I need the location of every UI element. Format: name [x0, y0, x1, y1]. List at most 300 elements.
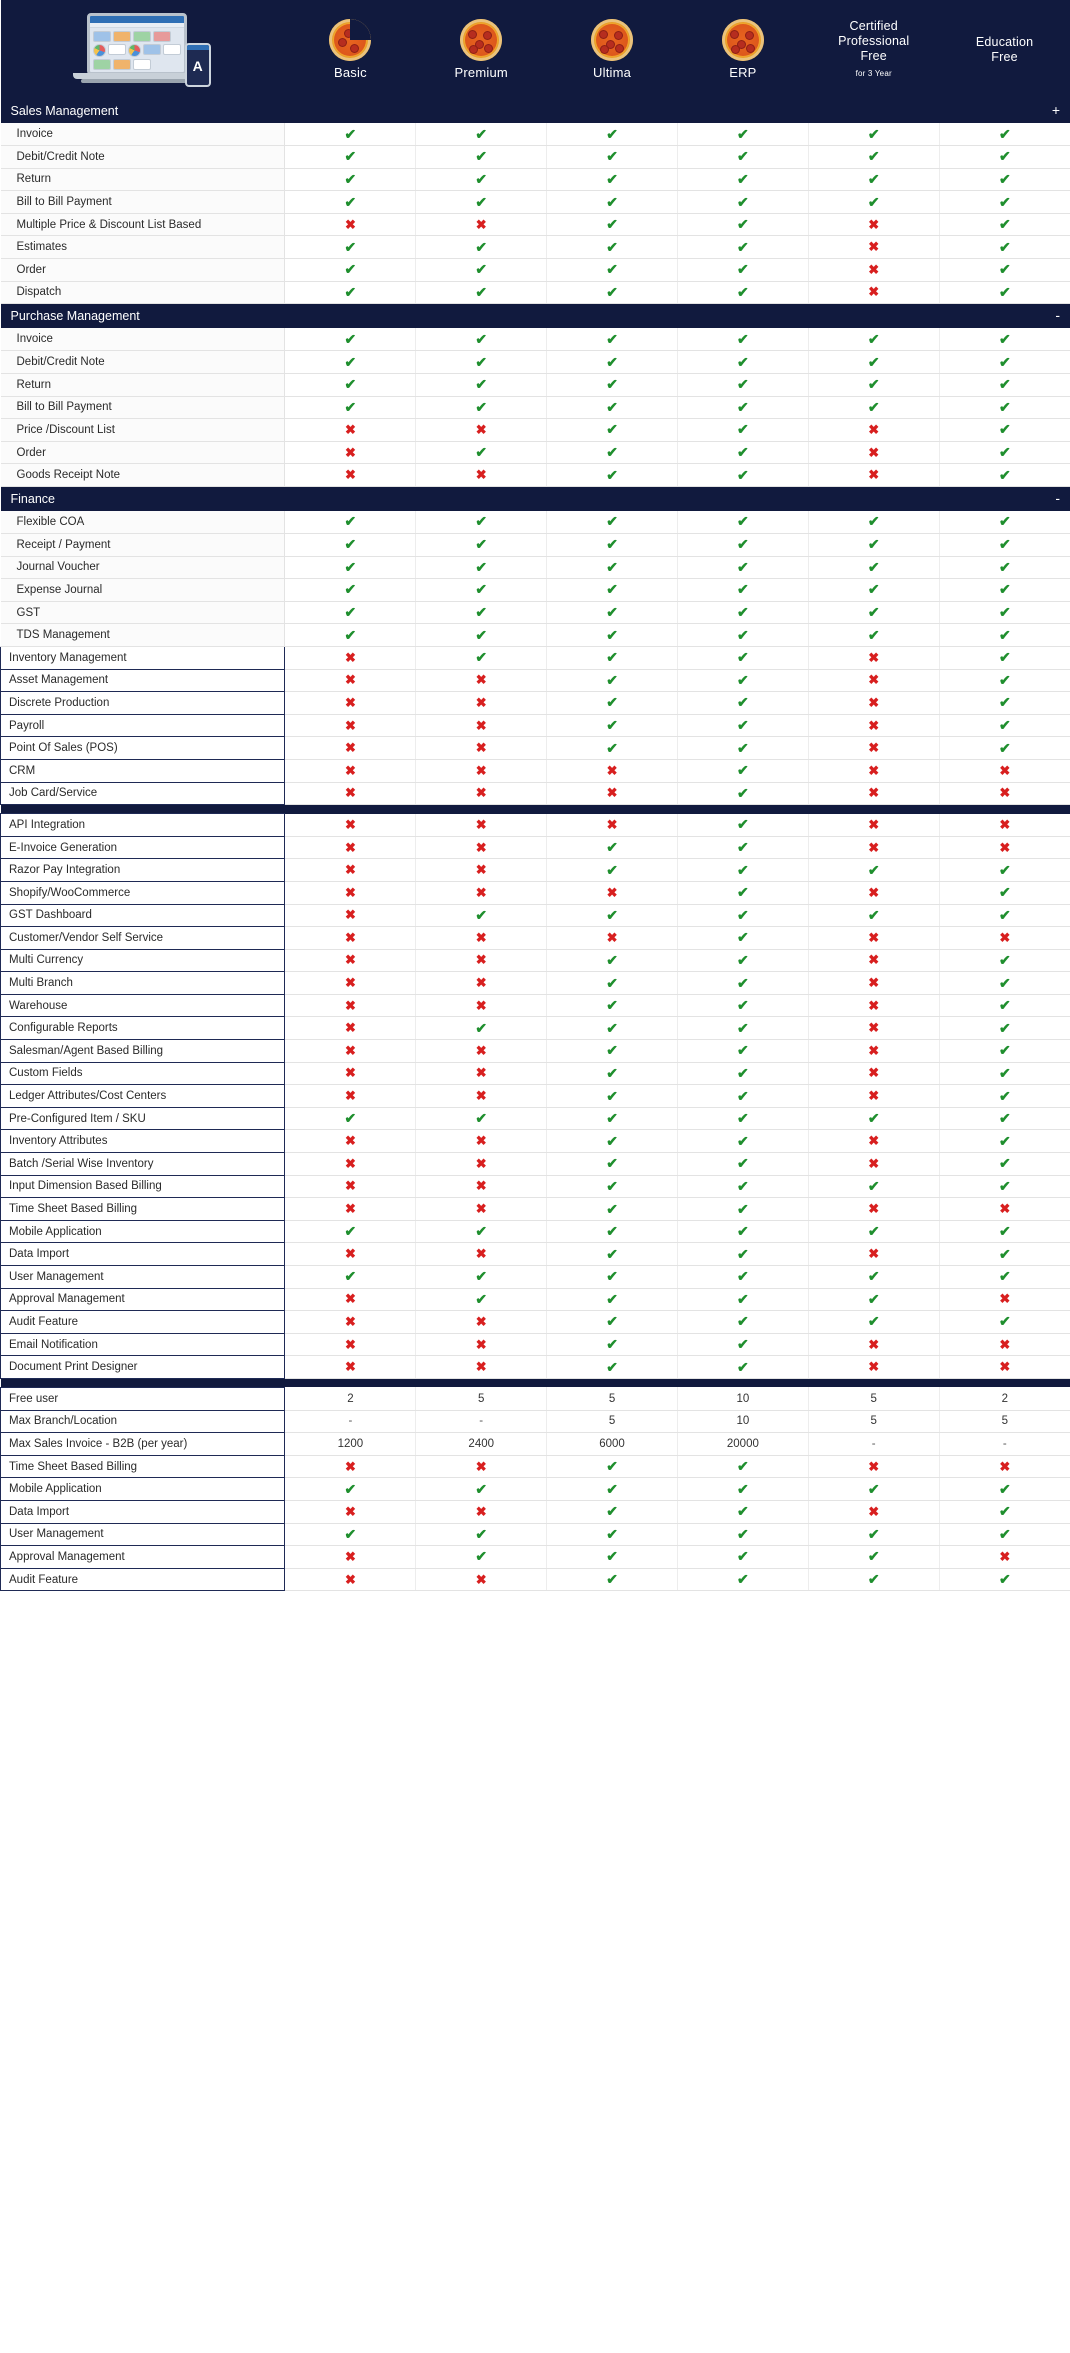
- plan-value-cell: [285, 1433, 416, 1456]
- plan-value-cell: [416, 669, 547, 692]
- cross-icon: ✖: [344, 740, 356, 756]
- section-header-finance[interactable]: [1, 486, 1070, 511]
- plan-value-cell: [808, 259, 939, 282]
- plan-value-cell: [547, 927, 678, 950]
- feature-label: Invoice: [1, 123, 285, 146]
- feature-label: Journal Voucher: [1, 556, 285, 579]
- plan-value-cell: [939, 123, 1070, 146]
- plan-value-cell: [285, 464, 416, 487]
- check-icon: ✔: [998, 671, 1011, 688]
- plan-value-cell: [677, 351, 808, 374]
- check-icon: ✔: [737, 1087, 749, 1104]
- plan-value-cell: [547, 351, 678, 374]
- feature-label: Invoice: [1, 328, 285, 351]
- feature-row: [1, 1085, 1070, 1108]
- plan-value-text: -: [479, 1415, 484, 1428]
- check-icon: ✔: [867, 604, 880, 621]
- plan-value-cell: [677, 1333, 808, 1356]
- cross-icon: ✖: [475, 816, 487, 832]
- plan-value-cell: [939, 1311, 1070, 1334]
- plan-value-cell: [808, 1356, 939, 1379]
- cross-icon: ✖: [475, 1155, 487, 1171]
- plan-value-cell: [939, 351, 1070, 374]
- feature-label: Return: [1, 168, 285, 191]
- plan-value-cell: [285, 396, 416, 419]
- feature-row: [1, 464, 1070, 487]
- plan-value-cell: [808, 1500, 939, 1523]
- plan-value-cell: [939, 441, 1070, 464]
- plan-value-cell: [677, 904, 808, 927]
- plan-value-cell: [808, 1175, 939, 1198]
- check-icon: ✔: [998, 148, 1011, 165]
- feature-label: Job Card/Service: [1, 782, 285, 805]
- feature-label: Max Branch/Location: [1, 1410, 285, 1433]
- plan-value-cell: [808, 669, 939, 692]
- cross-icon: ✖: [344, 1065, 356, 1081]
- check-icon: ✔: [606, 906, 618, 923]
- cross-icon: ✖: [868, 1133, 880, 1149]
- cross-icon: ✖: [868, 929, 880, 945]
- plan-value-cell: [677, 1130, 808, 1153]
- plan-value-cell: [808, 419, 939, 442]
- feature-row: [1, 782, 1070, 805]
- cross-icon: ✖: [344, 1503, 356, 1519]
- plan-value-cell: [677, 669, 808, 692]
- plan-value-cell: [416, 534, 547, 557]
- feature-label: Discrete Production: [1, 692, 285, 715]
- check-icon: ✔: [867, 861, 880, 878]
- check-icon: ✔: [998, 626, 1011, 643]
- cross-icon: ✖: [475, 1246, 487, 1262]
- feature-label: Email Notification: [1, 1333, 285, 1356]
- check-icon: ✔: [737, 193, 749, 210]
- check-icon: ✔: [998, 238, 1011, 255]
- section-toggle-icon[interactable]: +: [1051, 102, 1060, 118]
- plan-value-cell: [677, 168, 808, 191]
- check-icon: ✔: [344, 353, 357, 370]
- check-icon: ✔: [606, 283, 618, 300]
- check-icon: ✔: [867, 353, 880, 370]
- laptop-screen-icon: [87, 13, 187, 75]
- check-icon: ✔: [475, 558, 488, 575]
- cross-icon: ✖: [868, 1359, 880, 1375]
- plan-value-cell: [547, 511, 678, 534]
- cross-icon: ✖: [344, 907, 356, 923]
- feature-label: E-Invoice Generation: [1, 836, 285, 859]
- cross-icon: ✖: [344, 672, 356, 688]
- check-icon: ✔: [998, 1268, 1011, 1285]
- plan-value-cell: [808, 1288, 939, 1311]
- plan-value-cell: [677, 714, 808, 737]
- check-icon: ✔: [737, 238, 749, 255]
- plan-value-cell: [939, 1523, 1070, 1546]
- plan-value-cell: [416, 1523, 547, 1546]
- plan-value-cell: [808, 1198, 939, 1221]
- cross-icon: ✖: [868, 1201, 880, 1217]
- plan-value-cell: [677, 579, 808, 602]
- plan-value-cell: [416, 123, 547, 146]
- plan-header-basic[interactable]: [285, 0, 416, 99]
- plan-value-text: 2: [347, 1392, 354, 1405]
- plan-value-cell: [939, 1356, 1070, 1379]
- check-icon: ✔: [737, 1571, 749, 1588]
- check-icon: ✔: [344, 536, 357, 553]
- plan-value-cell: [285, 1387, 416, 1410]
- plan-header-premium[interactable]: [416, 0, 547, 99]
- plan-value-cell: [416, 646, 547, 669]
- check-icon: ✔: [344, 558, 357, 575]
- check-icon: ✔: [737, 816, 749, 833]
- check-icon: ✔: [606, 536, 618, 553]
- check-icon: ✔: [344, 330, 357, 347]
- check-icon: ✔: [737, 929, 749, 946]
- plan-value-cell: [285, 646, 416, 669]
- plan-value-cell: [677, 1175, 808, 1198]
- feature-label: Salesman/Agent Based Billing: [1, 1040, 285, 1063]
- feature-label: Audit Feature: [1, 1568, 285, 1591]
- cross-icon: ✖: [868, 1246, 880, 1262]
- plan-value-cell: [808, 881, 939, 904]
- cross-icon: ✖: [344, 1313, 356, 1329]
- plan-value-cell: [285, 213, 416, 236]
- feature-label: Approval Management: [1, 1546, 285, 1569]
- plan-value-cell: [939, 994, 1070, 1017]
- check-icon: ✔: [475, 193, 488, 210]
- plan-value-cell: [939, 1478, 1070, 1501]
- plan-value-cell: [939, 1568, 1070, 1591]
- plan-value-cell: [939, 1455, 1070, 1478]
- check-icon: ✔: [737, 1200, 749, 1217]
- plan-value-cell: [547, 1311, 678, 1334]
- plan-value-cell: [677, 881, 808, 904]
- plan-value-cell: [547, 328, 678, 351]
- check-icon: ✔: [998, 739, 1011, 756]
- cross-icon: ✖: [344, 1548, 356, 1564]
- plan-value-cell: [285, 441, 416, 464]
- plan-value-cell: [416, 782, 547, 805]
- feature-label: Free user: [1, 1387, 285, 1410]
- section-title: Purchase Management: [10, 309, 140, 324]
- plan-value-text: 10: [736, 1392, 750, 1405]
- plan-value-cell: [939, 601, 1070, 624]
- plan-value-cell: [416, 714, 547, 737]
- plan-value-cell: [416, 1410, 547, 1433]
- feature-label: Time Sheet Based Billing: [1, 1455, 285, 1478]
- check-icon: ✔: [606, 694, 618, 711]
- plan-value-cell: [677, 972, 808, 995]
- plan-value-cell: [808, 213, 939, 236]
- check-icon: ✔: [867, 125, 880, 142]
- cross-icon: ✖: [999, 929, 1011, 945]
- feature-label: Mobile Application: [1, 1478, 285, 1501]
- plan-value-text: -: [348, 1415, 353, 1428]
- plan-value-cell: [808, 836, 939, 859]
- check-icon: ✔: [606, 1336, 618, 1353]
- check-icon: ✔: [998, 1087, 1011, 1104]
- cross-icon: ✖: [475, 1458, 487, 1474]
- plan-value-cell: [547, 396, 678, 419]
- plan-value-cell: [285, 927, 416, 950]
- feature-row: [1, 1478, 1070, 1501]
- plan-value-cell: [808, 1040, 939, 1063]
- check-icon: ✔: [867, 330, 880, 347]
- plan-value-cell: [416, 556, 547, 579]
- check-icon: ✔: [344, 1110, 357, 1127]
- check-icon: ✔: [737, 1503, 749, 1520]
- cross-icon: ✖: [868, 694, 880, 710]
- feature-label: User Management: [1, 1523, 285, 1546]
- check-icon: ✔: [737, 1480, 749, 1497]
- cross-icon: ✖: [868, 239, 880, 255]
- plan-value-cell: [547, 236, 678, 259]
- plan-value-cell: [677, 836, 808, 859]
- plan-value-cell: [808, 123, 939, 146]
- section-header-purchase-management[interactable]: [1, 304, 1070, 329]
- check-icon: ✔: [737, 1110, 749, 1127]
- plan-value-cell: [677, 1568, 808, 1591]
- check-icon: ✔: [606, 1458, 618, 1475]
- check-icon: ✔: [606, 1525, 618, 1542]
- check-icon: ✔: [998, 513, 1011, 530]
- plan-value-cell: [416, 511, 547, 534]
- plan-value-cell: [416, 351, 547, 374]
- feature-label: Payroll: [1, 714, 285, 737]
- check-icon: ✔: [867, 513, 880, 530]
- check-icon: ✔: [475, 626, 488, 643]
- check-icon: ✔: [867, 1223, 880, 1240]
- cross-icon: ✖: [868, 467, 880, 483]
- plan-value-cell: [547, 1356, 678, 1379]
- plan-value-cell: [808, 328, 939, 351]
- plan-value-cell: [939, 464, 1070, 487]
- plan-value-cell: [677, 259, 808, 282]
- feature-label: Expense Journal: [1, 579, 285, 602]
- check-icon: ✔: [606, 1571, 618, 1588]
- cross-icon: ✖: [344, 1088, 356, 1104]
- check-icon: ✔: [998, 1503, 1011, 1520]
- check-icon: ✔: [344, 581, 357, 598]
- plan-value-cell: [677, 927, 808, 950]
- check-icon: ✔: [475, 353, 488, 370]
- plan-value-text: 6000: [599, 1437, 625, 1450]
- check-icon: ✔: [606, 1358, 618, 1375]
- plan-value-cell: [416, 814, 547, 837]
- plan-value-cell: [677, 1243, 808, 1266]
- cross-icon: ✖: [344, 1133, 356, 1149]
- check-icon: ✔: [737, 1245, 749, 1262]
- plan-header-erp[interactable]: [677, 0, 808, 99]
- check-icon: ✔: [475, 1548, 488, 1565]
- check-icon: ✔: [998, 694, 1011, 711]
- check-icon: ✔: [475, 376, 488, 393]
- plan-header-education-free[interactable]: [939, 0, 1070, 99]
- plan-value-cell: [285, 534, 416, 557]
- feature-label: Data Import: [1, 1500, 285, 1523]
- plan-value-cell: [547, 782, 678, 805]
- feature-row: [1, 994, 1070, 1017]
- check-icon: ✔: [606, 421, 618, 438]
- product-illustration: [1, 0, 285, 99]
- cross-icon: ✖: [475, 1088, 487, 1104]
- plan-value-cell: [547, 1410, 678, 1433]
- check-icon: ✔: [344, 148, 357, 165]
- check-icon: ✔: [606, 649, 618, 666]
- cross-icon: ✖: [344, 884, 356, 900]
- check-icon: ✔: [867, 376, 880, 393]
- plan-value-cell: [285, 1288, 416, 1311]
- plan-value-text: -: [1002, 1437, 1007, 1450]
- feature-row: [1, 1546, 1070, 1569]
- feature-label: Custom Fields: [1, 1062, 285, 1085]
- check-icon: ✔: [998, 1525, 1011, 1542]
- plan-value-cell: [547, 1523, 678, 1546]
- plan-value-cell: [808, 236, 939, 259]
- cross-icon: ✖: [475, 421, 487, 437]
- plan-value-cell: [939, 624, 1070, 647]
- plan-value-cell: [808, 759, 939, 782]
- check-icon: ✔: [737, 513, 749, 530]
- check-icon: ✔: [475, 1480, 488, 1497]
- plan-value-cell: [939, 836, 1070, 859]
- plan-value-cell: [808, 782, 939, 805]
- cross-icon: ✖: [868, 1088, 880, 1104]
- section-divider: [1, 1378, 1070, 1387]
- check-icon: ✔: [867, 1313, 880, 1330]
- cross-icon: ✖: [475, 929, 487, 945]
- feature-label: Razor Pay Integration: [1, 859, 285, 882]
- plan-value-cell: [808, 1523, 939, 1546]
- check-icon: ✔: [737, 1525, 749, 1542]
- plan-value-cell: [416, 146, 547, 169]
- plan-value-cell: [285, 994, 416, 1017]
- check-icon: ✔: [998, 466, 1011, 483]
- plan-value-cell: [547, 1500, 678, 1523]
- cross-icon: ✖: [475, 740, 487, 756]
- check-icon: ✔: [737, 1064, 749, 1081]
- check-icon: ✔: [606, 1223, 618, 1240]
- plan-value-cell: [677, 1478, 808, 1501]
- check-icon: ✔: [737, 1155, 749, 1172]
- plan-value-cell: [416, 1266, 547, 1289]
- plan-value-cell: [677, 281, 808, 304]
- feature-row: [1, 624, 1070, 647]
- check-icon: ✔: [737, 1458, 749, 1475]
- check-icon: ✔: [606, 951, 618, 968]
- plan-value-cell: [547, 441, 678, 464]
- check-icon: ✔: [998, 1042, 1011, 1059]
- cross-icon: ✖: [344, 816, 356, 832]
- cross-icon: ✖: [344, 1020, 356, 1036]
- plan-value-cell: [285, 1455, 416, 1478]
- plan-value-cell: [939, 1130, 1070, 1153]
- feature-label: Audit Feature: [1, 1311, 285, 1334]
- check-icon: ✔: [998, 1064, 1011, 1081]
- feature-label: Asset Management: [1, 669, 285, 692]
- check-icon: ✔: [475, 906, 488, 923]
- plan-value-cell: [285, 881, 416, 904]
- plan-value-cell: [416, 168, 547, 191]
- feature-label: Inventory Attributes: [1, 1130, 285, 1153]
- plan-value-cell: [677, 759, 808, 782]
- check-icon: ✔: [998, 717, 1011, 734]
- plan-value-cell: [547, 1107, 678, 1130]
- plan-value-cell: [547, 1433, 678, 1456]
- plan-subtext-certified: for 3 Year: [855, 68, 892, 78]
- feature-label: Time Sheet Based Billing: [1, 1198, 285, 1221]
- section-toggle-icon[interactable]: -: [1055, 307, 1060, 324]
- check-icon: ✔: [475, 125, 488, 142]
- check-icon: ✔: [475, 581, 488, 598]
- plan-value-text: -: [871, 1437, 876, 1450]
- plan-value-cell: [285, 904, 416, 927]
- plan-value-cell: [808, 1387, 939, 1410]
- plan-value-cell: [285, 168, 416, 191]
- check-icon: ✔: [737, 536, 749, 553]
- plan-value-cell: [416, 1175, 547, 1198]
- plan-value-cell: [416, 692, 547, 715]
- plan-value-cell: [547, 146, 678, 169]
- feature-label: Point Of Sales (POS): [1, 737, 285, 760]
- check-icon: ✔: [344, 193, 357, 210]
- section-toggle-icon[interactable]: -: [1055, 489, 1060, 506]
- plan-header-certified-professional-free[interactable]: [808, 0, 939, 99]
- plan-value-cell: [416, 1455, 547, 1478]
- plan-value-cell: [285, 1198, 416, 1221]
- check-icon: ✔: [737, 974, 749, 991]
- feature-label: Bill to Bill Payment: [1, 191, 285, 214]
- section-title: Sales Management: [10, 104, 119, 118]
- check-icon: ✔: [737, 671, 749, 688]
- feature-label: Multi Currency: [1, 949, 285, 972]
- plan-value-cell: [939, 814, 1070, 837]
- plan-value-cell: [808, 281, 939, 304]
- check-icon: ✔: [606, 1042, 618, 1059]
- check-icon: ✔: [606, 1503, 618, 1520]
- check-icon: ✔: [867, 1268, 880, 1285]
- feature-row: [1, 949, 1070, 972]
- check-icon: ✔: [606, 997, 618, 1014]
- check-icon: ✔: [737, 376, 749, 393]
- check-icon: ✔: [867, 1525, 880, 1542]
- check-icon: ✔: [737, 1548, 749, 1565]
- plan-value-cell: [808, 1153, 939, 1176]
- plan-value-cell: [416, 373, 547, 396]
- check-icon: ✔: [737, 839, 749, 856]
- feature-row: [1, 1062, 1070, 1085]
- check-icon: ✔: [867, 1548, 880, 1565]
- cross-icon: ✖: [999, 816, 1011, 832]
- plan-value-cell: [677, 624, 808, 647]
- feature-label: TDS Management: [1, 624, 285, 647]
- cross-icon: ✖: [344, 862, 356, 878]
- plan-value-cell: [808, 1017, 939, 1040]
- plan-value-cell: [808, 904, 939, 927]
- check-icon: ✔: [344, 376, 357, 393]
- feature-row: [1, 373, 1070, 396]
- check-icon: ✔: [867, 193, 880, 210]
- plan-value-cell: [416, 859, 547, 882]
- check-icon: ✔: [475, 1525, 488, 1542]
- check-icon: ✔: [998, 1155, 1011, 1172]
- plan-header-ultima[interactable]: [547, 0, 678, 99]
- check-icon: ✔: [606, 193, 618, 210]
- cross-icon: ✖: [344, 467, 356, 483]
- cross-icon: ✖: [868, 1336, 880, 1352]
- plan-value-text: 2: [1001, 1392, 1009, 1405]
- check-icon: ✔: [737, 626, 749, 643]
- section-header-sales-management[interactable]: [1, 99, 1070, 123]
- cross-icon: ✖: [344, 1291, 356, 1307]
